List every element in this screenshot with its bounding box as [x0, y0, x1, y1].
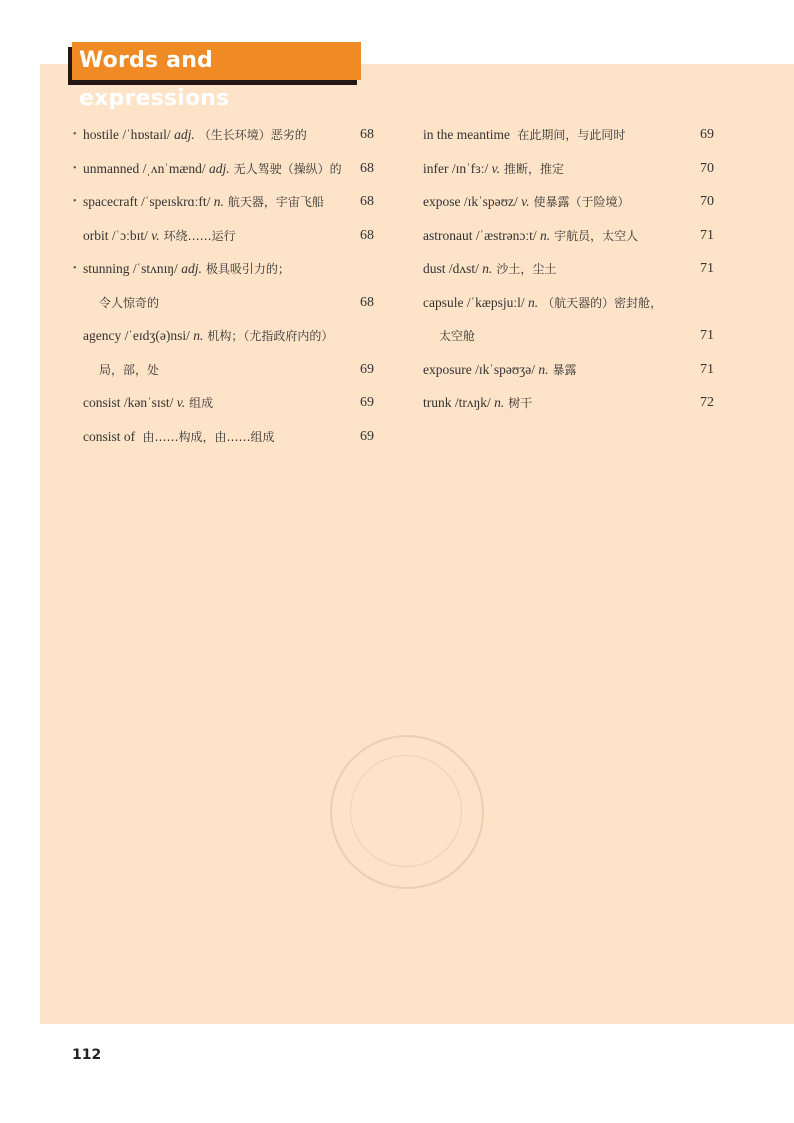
entry-zh: 暴露 [552, 362, 577, 377]
entry-zh: 航天器，宇宙飞船 [227, 195, 324, 209]
entry-pos: n. [528, 294, 539, 310]
vocab-entry [73, 319, 374, 353]
entry-pos: n. [213, 194, 224, 209]
vocab-entry [73, 118, 374, 152]
entry-zh: （生长环境）恶劣的 [198, 128, 307, 142]
entry-zh: 使暴露（于险境） [533, 195, 630, 209]
key-word-marker-icon: • [73, 162, 77, 174]
vocab-entry [73, 386, 374, 420]
entry-pos: v. [491, 160, 501, 176]
entry-text [95, 286, 159, 321]
entry-text [435, 319, 475, 354]
entry-text [83, 118, 307, 153]
entry-page: 68 [360, 194, 374, 209]
entry-zh: 组成 [189, 396, 214, 410]
entry-word: orbit /ˈɔːbɪt/ [83, 227, 152, 243]
entry-page: 69 [360, 361, 374, 377]
entry-word: in the meantime [423, 127, 514, 142]
entry-text [83, 152, 342, 187]
entry-zh: 无人驾驶（操纵）的 [233, 161, 342, 176]
entry-page: 71 [700, 261, 714, 276]
entry-zh: 由……构成，由……组成 [142, 429, 275, 444]
vocab-entry [423, 252, 714, 286]
entry-text [83, 219, 236, 254]
entry-text [423, 152, 564, 187]
entry-pos: v. [151, 227, 160, 243]
entry-text [83, 319, 333, 354]
key-word-marker-icon: • [73, 129, 77, 140]
vocab-entry [73, 420, 374, 454]
entry-text [423, 353, 577, 388]
entry-text [83, 386, 213, 421]
entry-zh: 宇航员，太空人 [554, 228, 639, 243]
entry-page: 69 [360, 428, 374, 444]
entry-word: dust /dʌst/ [423, 261, 483, 276]
entry-word: trunk /trʌŋk/ [423, 395, 495, 410]
entry-text [423, 286, 662, 321]
vocab-list-left [73, 118, 374, 453]
entry-text [423, 386, 532, 421]
vocab-entry [73, 219, 374, 253]
entry-word: astronaut /ˈæstrənɔːt/ [423, 227, 540, 243]
entry-zh: 机构；（尤指政府内的） [207, 329, 334, 343]
entry-word: unmanned /ˌʌnˈmænd/ [83, 160, 209, 176]
entry-word: capsule /ˈkæpsjuːl/ [423, 294, 528, 310]
entry-pos: n. [539, 227, 551, 243]
entry-word: consist /kənˈsɪst/ [83, 395, 177, 410]
vocab-entry [73, 286, 374, 320]
entry-word: hostile /ˈhɒstaɪl/ [83, 127, 175, 142]
entry-page: 70 [700, 194, 714, 209]
entry-text [95, 353, 159, 388]
entry-word: stunning /ˈstʌnɪŋ/ [83, 261, 182, 276]
entry-pos: v. [176, 395, 186, 410]
entry-zh: 树干 [508, 396, 533, 410]
entry-page: 71 [700, 227, 714, 243]
entry-word: exposure /ɪkˈspəʊʒə/ [423, 361, 539, 377]
entry-zh: 沙土，尘土 [496, 262, 557, 276]
entry-page: 71 [700, 328, 714, 343]
entry-pos: n. [482, 261, 493, 276]
entry-pos: n. [494, 395, 505, 410]
vocab-entry [423, 286, 714, 320]
entry-pos: v. [521, 194, 530, 209]
entry-pos: n. [538, 361, 549, 377]
vocab-list-right [423, 118, 714, 420]
vocab-entry [423, 219, 714, 253]
entry-pos: adj. [181, 261, 202, 276]
entry-pos: n. [193, 328, 204, 343]
vocab-entry [423, 386, 714, 420]
vocab-entry [423, 353, 714, 387]
entry-zh: 令人惊奇的 [99, 295, 160, 310]
entry-page: 68 [360, 294, 374, 310]
entry-text [83, 252, 290, 287]
entry-zh: 太空舱 [439, 329, 476, 343]
vocab-entry [423, 319, 714, 353]
vocab-entry [73, 152, 374, 186]
entry-text [83, 185, 324, 220]
entry-page: 69 [700, 127, 714, 142]
vocab-entry [423, 152, 714, 186]
publisher-watermark [330, 735, 484, 889]
entry-text [423, 118, 625, 153]
vocab-entry [73, 185, 374, 219]
vocab-entry [73, 353, 374, 387]
entry-page: 68 [360, 160, 374, 176]
entry-word: infer /ɪnˈfɜː/ [423, 160, 492, 176]
entry-page: 70 [700, 160, 714, 176]
entry-text [423, 185, 630, 220]
entry-page: 68 [360, 227, 374, 243]
entry-page: 69 [360, 395, 374, 410]
entry-text [423, 252, 556, 287]
entry-word: spacecraft /ˈspeɪskrɑːft/ [83, 194, 214, 209]
entry-word: expose /ɪkˈspəʊz/ [423, 194, 522, 209]
entry-zh: 局，部，处 [99, 362, 160, 377]
vocab-entry [73, 252, 374, 286]
entry-text [83, 420, 275, 455]
entry-text [423, 219, 638, 254]
entry-zh: 极具吸引力的； [205, 262, 290, 276]
key-word-marker-icon: • [73, 263, 77, 274]
entry-page: 68 [360, 127, 374, 142]
section-title: Words and expressions [72, 42, 361, 80]
entry-word: consist of [83, 428, 139, 444]
entry-zh: 在此期间，与此同时 [517, 128, 626, 142]
page-number: 112 [72, 1047, 102, 1063]
entry-pos: adj. [174, 127, 195, 142]
entry-page: 72 [700, 395, 714, 410]
entry-zh: （航天器的）密封舱， [542, 295, 663, 310]
entry-pos: adj. [208, 160, 230, 176]
entry-word: agency /ˈeɪdʒ(ə)nsi/ [83, 328, 194, 343]
entry-zh: 推断，推定 [504, 161, 565, 176]
key-word-marker-icon: • [73, 196, 77, 207]
entry-zh: 环绕……运行 [163, 228, 236, 243]
vocab-entry [423, 118, 714, 152]
entry-page: 71 [700, 361, 714, 377]
vocab-entry [423, 185, 714, 219]
